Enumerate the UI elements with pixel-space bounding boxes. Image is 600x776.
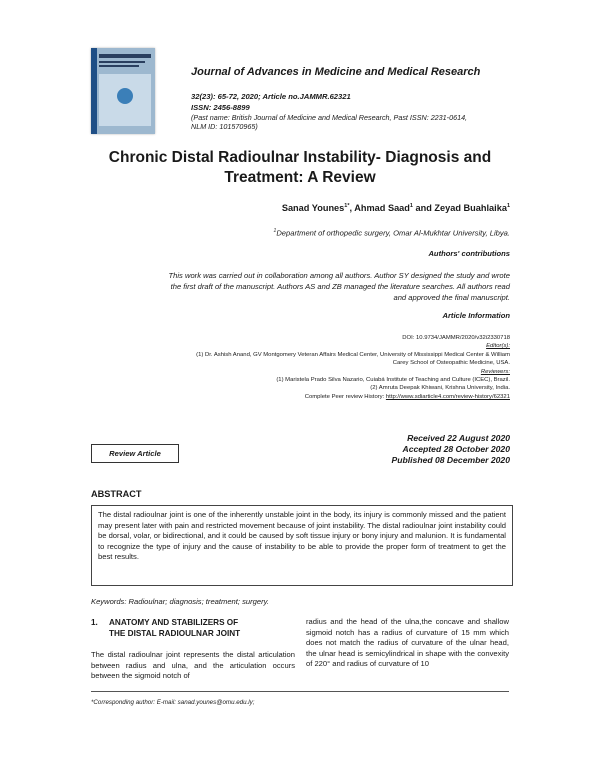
body-column-right: radius and the head of the ulna,the concave and shallow sigmoid notch has a radius of curvature of 15 mm which does not match the radius of curvature of the ulnar head, the ulnar head is semicylindrical in shape with the convexity of 220° and radius of curvature of 10	[306, 617, 509, 668]
peer-review-prefix: Complete Peer review History:	[304, 393, 386, 400]
section-heading-line: ANATOMY AND STABILIZERS OF	[109, 618, 239, 627]
reviewer-line: (2) Amruta Deepak Khiwani, Krishna University, India.	[370, 385, 510, 392]
article-title	[60, 148, 540, 188]
keywords: Keywords: Radioulnar; diagnosis; treatment; surgery.	[91, 597, 269, 606]
contributions-line: the first draft of the manuscript. Authors AS and ZB managed the literature searches. All authors read	[170, 282, 510, 291]
reviewers-label: Reviewers:	[480, 368, 510, 375]
peer-review-link[interactable]: http://www.sdiarticle4.com/review-history/62321	[385, 393, 510, 400]
section-number: 1.	[91, 618, 98, 627]
editor-line: (1) Dr. Ashish Anand, GV Montgomery Veteran Affairs Medical Center, University of Mississippi Medical Center & William	[196, 351, 510, 358]
abstract-text: The distal radioulnar joint is one of the inherently unstable joint in the body, its injury is commonly missed and the patient may present later with pain and restricted movement because of joint instability. The distal radioulnar joint instability could be dorsal, volar, or bidirectional, and it could be caused by soft tissue injury or bony injury and malunion. It is fundamental to recognize the type of injury and the cause of instability to be able to provide the proper form of treatment to get the best results.	[91, 505, 513, 586]
publication-dates	[392, 433, 510, 466]
author-sup: 1*	[344, 203, 350, 209]
body-column-left: The distal radioulnar joint represents the distal articulation between radius and ulna, and the articulation occurs between the sigmoid notch of	[91, 650, 295, 680]
date-received: Received 22 August 2020	[407, 433, 510, 443]
reviewer-line: (1) Maristela Prado Silva Nazario, Cuiabá Institute of Teaching and Culture (ICEC), Brazil.	[276, 377, 510, 384]
journal-citation: 32(23): 65-72, 2020; Article no.JAMMR.62321	[191, 92, 351, 101]
abstract-heading: ABSTRACT	[91, 489, 142, 499]
journal-cover-image	[91, 48, 155, 134]
article-type-badge: Review Article	[91, 444, 179, 463]
author-name: Zeyad Buahlaika	[434, 203, 507, 214]
affiliation-sup: 1	[273, 228, 277, 234]
article-title-line-2: Treatment: A Review	[224, 169, 376, 186]
editor-line: Carey School of Osteopathic Medicine, USA.	[392, 360, 510, 367]
journal-title: Journal of Advances in Medicine and Medical Research	[191, 66, 481, 78]
date-accepted: Accepted 28 October 2020	[402, 444, 510, 454]
section-heading-line: THE DISTAL RADIOULNAR JOINT	[109, 629, 241, 638]
affiliation-text: Department of orthopedic surgery, Omar Al-Mukhtar University, Libya.	[276, 228, 510, 238]
corresponding-author-footnote: *Corresponding author: E-mail: sanad.younes@omu.edu.ly;	[91, 699, 255, 706]
author-sup: 1	[506, 203, 510, 209]
contributions-text	[92, 270, 510, 303]
article-info-heading: Article Information	[442, 311, 510, 320]
journal-past-name-1: (Past name: British Journal of Medicine and Medical Research, Past ISSN: 2231-0614,	[191, 113, 468, 122]
author-name: Ahmad Saad	[354, 203, 410, 214]
doi: DOI: 10.9734/JAMMR/2020/v32i2330718	[402, 335, 510, 341]
date-published: Published 08 December 2020	[391, 455, 510, 465]
author-separator: and	[412, 203, 435, 214]
article-info-block	[70, 334, 510, 401]
editor-label: Editor(s):	[486, 343, 510, 350]
peer-review-line	[70, 393, 510, 401]
footnote-divider	[91, 691, 509, 692]
journal-past-name-2: NLM ID: 101570965)	[191, 122, 258, 131]
article-title-line-1: Chronic Distal Radioulnar Instability- Diagnosis and	[108, 149, 492, 166]
section-heading	[91, 617, 295, 639]
author-separator: ,	[349, 203, 355, 214]
author-affiliation	[274, 228, 510, 238]
author-sup: 1	[409, 203, 413, 209]
author-list	[282, 203, 510, 213]
author-name: Sanad Younes	[281, 203, 345, 214]
contributions-heading: Authors' contributions	[428, 249, 510, 258]
contributions-line: and approved the final manuscript.	[393, 293, 510, 302]
contributions-line: This work was carried out in collaboration among all authors. Author SY designed the study and wrote	[168, 271, 510, 280]
journal-issn: ISSN: 2456-8899	[191, 103, 250, 112]
